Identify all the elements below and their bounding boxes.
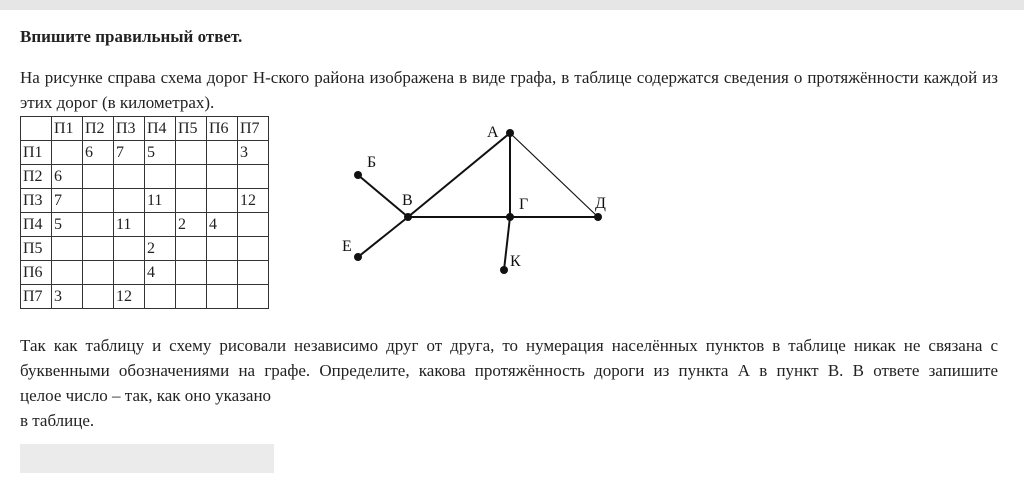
table-cell: 6 <box>83 141 114 165</box>
table-row <box>21 261 269 285</box>
table-cell: П6 <box>21 261 52 285</box>
table-cell <box>207 237 238 261</box>
table-cell <box>83 165 114 189</box>
question-line: Так как таблицу и схему рисовали независимо друг от друга, то нумерация населённых пунктов в таблице никак не связана с <box>20 336 998 355</box>
table-cell: 12 <box>114 285 145 309</box>
graph-node-label: Е <box>342 238 352 255</box>
table-cell: 4 <box>207 213 238 237</box>
table-row <box>21 165 269 189</box>
table-cell <box>238 213 269 237</box>
graph-node-label: Б <box>367 154 377 171</box>
table-cell <box>145 285 176 309</box>
table-cell <box>83 237 114 261</box>
table-cell: 7 <box>52 189 83 213</box>
table-cell <box>114 237 145 261</box>
answer-input[interactable] <box>20 444 274 473</box>
graph-node-label: Д <box>595 195 606 212</box>
graph-node-k <box>500 266 508 274</box>
table-cell <box>83 189 114 213</box>
table-cell <box>145 213 176 237</box>
table-cell <box>207 165 238 189</box>
table-header-cell: П7 <box>238 117 269 141</box>
table-cell <box>207 189 238 213</box>
table-cell <box>52 261 83 285</box>
table-header-cell: П6 <box>207 117 238 141</box>
table-cell: 12 <box>238 189 269 213</box>
table-cell <box>176 141 207 165</box>
table-header-cell: П5 <box>176 117 207 141</box>
table-cell: П7 <box>21 285 52 309</box>
graph-edge-e-v <box>358 217 408 257</box>
graph-node-b <box>354 171 362 179</box>
graph-edge-b-v <box>358 175 408 217</box>
table-cell: 6 <box>52 165 83 189</box>
table-cell: П4 <box>21 213 52 237</box>
task-question <box>20 333 998 433</box>
question-line: целое число – так, как оно указано <box>20 386 272 405</box>
graph-node-label: А <box>487 124 499 141</box>
table-cell: 11 <box>114 213 145 237</box>
graph-node-label: К <box>510 253 521 270</box>
table-cell <box>176 165 207 189</box>
table-cell: П1 <box>21 141 52 165</box>
table-header-cell: П4 <box>145 117 176 141</box>
table-cell <box>238 285 269 309</box>
graph-edge-a-v <box>408 133 510 217</box>
road-graph <box>330 115 630 285</box>
table-cell <box>83 213 114 237</box>
table-cell <box>83 285 114 309</box>
table-header-row <box>21 117 269 141</box>
graph-node-d <box>594 213 602 221</box>
table-cell <box>83 261 114 285</box>
table-cell <box>238 237 269 261</box>
task-heading: Впишите правильный ответ. <box>20 27 243 46</box>
table-cell: 7 <box>114 141 145 165</box>
table-cell <box>176 261 207 285</box>
table-cell: 4 <box>145 261 176 285</box>
table-cell: 3 <box>52 285 83 309</box>
distance-table <box>20 116 269 309</box>
table-cell <box>207 285 238 309</box>
table-cell <box>176 285 207 309</box>
table-cell <box>52 237 83 261</box>
table-cell <box>238 165 269 189</box>
table-cell <box>207 141 238 165</box>
table-cell <box>207 261 238 285</box>
table-cell <box>238 261 269 285</box>
question-line: буквенными обозначениями на графе. Определите, какова протяжённость дороги из пункта А в пункт В. В ответе запишите <box>20 361 998 380</box>
table-cell: 5 <box>52 213 83 237</box>
graph-node-e <box>354 253 362 261</box>
graph-node-label: Г <box>519 196 529 213</box>
top-bar <box>0 0 1024 10</box>
task-intro: На рисунке справа схема дорог Н-ского района изображена в виде графа, в таблице содержатся сведения о протяжённости каждой из этих дорог (в километрах). <box>20 68 998 112</box>
table-cell <box>114 165 145 189</box>
table-header-cell: П2 <box>83 117 114 141</box>
table-cell: 5 <box>145 141 176 165</box>
table-cell: 2 <box>176 213 207 237</box>
table-row <box>21 285 269 309</box>
table-header-cell: П3 <box>114 117 145 141</box>
table-row <box>21 189 269 213</box>
question-line: в таблице. <box>20 411 95 430</box>
table-cell: П2 <box>21 165 52 189</box>
table-cell: 2 <box>145 237 176 261</box>
table-row <box>21 141 269 165</box>
table-cell: 3 <box>238 141 269 165</box>
table-cell <box>145 165 176 189</box>
graph-node-g <box>506 213 514 221</box>
table-row <box>21 213 269 237</box>
table-cell <box>176 189 207 213</box>
table-cell: 11 <box>145 189 176 213</box>
table-cell: П3 <box>21 189 52 213</box>
graph-node-label: В <box>402 192 413 209</box>
table-row <box>21 237 269 261</box>
table-cell <box>114 189 145 213</box>
table-header-cell <box>21 117 52 141</box>
graph-node-a <box>506 129 514 137</box>
table-header-cell: П1 <box>52 117 83 141</box>
table-cell <box>114 261 145 285</box>
table-cell: П5 <box>21 237 52 261</box>
graph-node-v <box>404 213 412 221</box>
table-cell <box>52 141 83 165</box>
table-cell <box>176 237 207 261</box>
